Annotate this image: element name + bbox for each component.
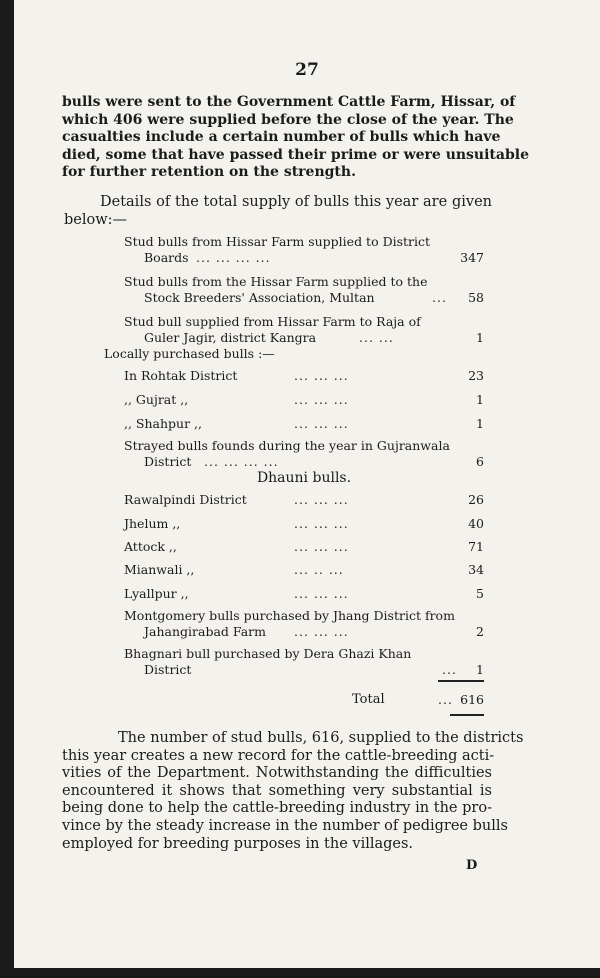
table-row — [124, 274, 484, 291]
row-label: Strayed bulls founds during the year in Gujranwala — [124, 438, 450, 453]
local-heading: Locally purchased bulls :— — [104, 346, 275, 361]
row-label: Rawalpindi District — [124, 492, 247, 507]
row-label: Stud bulls from Hissar Farm supplied to District — [124, 234, 431, 249]
row-label: Mianwali ,, — [124, 562, 195, 577]
text-line: bulls were sent to the Government Cattle Farm, Hissar, of — [62, 94, 516, 110]
text-line: being done to help the cattle-breeding industry in the pro- — [62, 800, 492, 817]
row-label: Stud bulls from the Hissar Farm supplied to the — [124, 274, 428, 289]
row-value: 1 — [476, 392, 484, 407]
leader-dots: ... ... ... — [294, 368, 349, 383]
leader-dots: ... — [442, 662, 457, 677]
text-line: which 406 were supplied before the close of the year. The — [62, 111, 514, 128]
row-label: Lyallpur ,, — [124, 586, 189, 601]
row-value: 1 — [476, 330, 484, 345]
text-line: below:— — [64, 211, 128, 228]
text-line: for further retention on the strength. — [62, 164, 356, 181]
row-label: In Rohtak District — [124, 368, 238, 383]
total-label: Total — [352, 692, 385, 707]
page-number: 27 — [295, 60, 319, 80]
table-row — [124, 608, 484, 625]
total-value: 616 — [460, 692, 484, 707]
document-page — [14, 0, 600, 968]
row-label: Jhelum ,, — [124, 516, 181, 531]
total-rule-bottom — [450, 714, 484, 716]
row-value: 71 — [468, 539, 484, 554]
leader-dots: ... .. ... — [294, 562, 344, 577]
row-value: 23 — [468, 368, 484, 383]
row-label: Stud bull supplied from Hissar Farm to Raja of — [124, 314, 421, 329]
row-value: 34 — [468, 562, 484, 577]
table-row — [124, 250, 484, 267]
table-row — [124, 234, 484, 251]
row-label: ,, Shahpur ,, — [124, 416, 202, 431]
leader-dots: ... ... ... ... — [204, 454, 279, 469]
table-row — [124, 516, 484, 533]
table-row — [124, 562, 484, 579]
details-paragraph — [64, 194, 492, 229]
row-label: Stock Breeders' Association, Multan — [144, 290, 375, 305]
leader-dots: ... ... ... — [294, 586, 349, 601]
table-row — [124, 492, 484, 509]
text-line: employed for breeding purposes in the villages. — [62, 835, 414, 852]
table-row — [124, 314, 484, 331]
row-label: Montgomery bulls purchased by Jhang District from — [124, 608, 455, 623]
table-row — [124, 392, 484, 409]
table-row — [124, 624, 484, 641]
row-value: 2 — [476, 624, 484, 639]
row-label: Bhagnari bull purchased by Dera Ghazi Khan — [124, 646, 412, 661]
leader-dots: ... ... ... ... — [196, 250, 271, 265]
leader-dots: ... ... — [359, 330, 394, 345]
text-line: died, some that have passed their prime or were unsuitable — [62, 146, 529, 163]
leader-dots: ... — [438, 692, 453, 707]
row-label: Guler Jagir, district Kangra — [144, 330, 317, 345]
text-line: this year creates a new record for the cattle-breeding acti- — [62, 747, 495, 764]
text-line: vince by the steady increase in the number of pedigree bulls — [62, 817, 508, 834]
row-label: District — [144, 454, 192, 469]
table-row — [124, 416, 484, 433]
table-row — [124, 539, 484, 556]
row-label: Boards — [144, 250, 189, 265]
row-value: 6 — [476, 454, 484, 469]
leader-dots: ... ... ... — [294, 624, 349, 639]
text-line: vities of the Department. Notwithstanding the difficulties — [62, 765, 492, 782]
table-row — [124, 290, 484, 307]
table-row — [124, 368, 484, 385]
row-label: Attock ,, — [124, 539, 177, 554]
table-row — [124, 438, 484, 455]
row-value: 26 — [468, 492, 484, 507]
leader-dots: ... — [432, 290, 447, 305]
leader-dots: ... ... ... — [294, 539, 349, 554]
row-value: 347 — [460, 250, 484, 265]
row-label: ,, Gujrat ,, — [124, 392, 189, 407]
row-value: 58 — [468, 290, 484, 305]
leader-dots: ... ... ... — [294, 416, 349, 431]
table-row — [124, 662, 484, 679]
dhauni-heading: Dhauni bulls. — [256, 470, 352, 486]
row-value: 5 — [476, 586, 484, 601]
text-line: encountered it shows that something very substantial is — [62, 782, 492, 799]
table-row — [124, 330, 484, 347]
row-label: District — [144, 662, 192, 677]
intro-paragraph — [62, 94, 529, 182]
leader-dots: ... ... ... — [294, 492, 349, 507]
table-row — [124, 454, 484, 471]
leader-dots: ... ... ... — [294, 392, 349, 407]
text-line: The number of stud bulls, 616, supplied to the districts — [118, 730, 524, 746]
closing-paragraph — [62, 730, 524, 853]
total-row — [124, 692, 484, 709]
signature-mark: D — [466, 858, 478, 873]
table-row — [124, 586, 484, 603]
row-value: 40 — [468, 516, 484, 531]
section-heading — [104, 346, 464, 363]
text-line: Details of the total supply of bulls this year are given — [100, 194, 492, 210]
row-label: Jahangirabad Farm — [144, 624, 266, 639]
row-value: 1 — [476, 416, 484, 431]
total-rule-top — [438, 680, 484, 682]
leader-dots: ... ... ... — [294, 516, 349, 531]
table-row — [124, 646, 484, 663]
row-value: 1 — [476, 662, 484, 677]
text-line: casualties include a certain number of bulls which have — [62, 129, 501, 146]
